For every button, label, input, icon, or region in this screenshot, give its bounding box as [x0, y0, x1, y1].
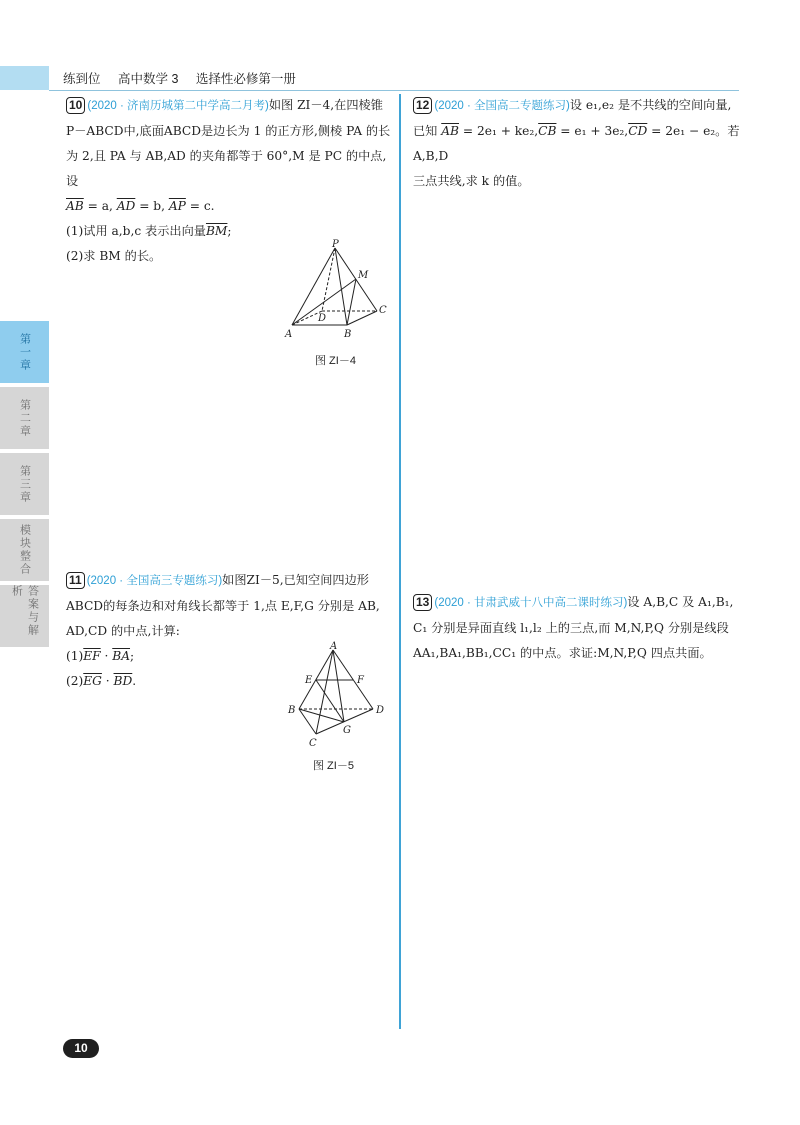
problem-source: (2020 · 甘肃武威十八中高二课时练习)	[434, 597, 628, 609]
chapter-tabs	[0, 321, 49, 651]
header-accent-bar	[0, 66, 49, 90]
problem-text-line: AA₁,BA₁,BB₁,CC₁ 的中点。求证:M,N,P,Q 四点共面。	[413, 646, 712, 660]
tab-chapter-1[interactable]: 第一章	[0, 321, 49, 383]
sub-question-1: $(1)\overline{EF} \cdot \overline{BA}$;	[66, 649, 135, 663]
header-volume: 选择性必修第一册	[195, 72, 296, 86]
label-C: C	[379, 305, 387, 316]
figure-tetrahedron-zi5	[285, 640, 395, 750]
problem-source: (2020 · 全国高三专题练习)	[86, 575, 223, 587]
problem-10: 10 (2020 · 济南历城第二中学高二月考)如图 ZI－4,在四棱锥 P－ABCD中,底面ABCD是边长为 1 的正方形,侧棱 PA 的长 为 2,且 PA 与 AB,AD 的夹角都等于 60°,M 是 PC 的中点,设 $\overline{AB} = a$, $\overline{AD} = b$, $\overline{AP} = c$. (1)试用 a,b,c 表示出向量$\overline{BM}$; (2)求 BM 的长。	[66, 93, 391, 269]
figure-caption-zi4: 图 ZI－4	[315, 355, 356, 367]
page-number: 10	[63, 1039, 99, 1058]
header-book: 练到位	[63, 72, 101, 86]
sub-question-2: $(2)\overline{EG} \cdot \overline{BD}$.	[66, 674, 137, 688]
given-vectors: 已知 $\overline{AB} = 2e_1 + ke_2,\overline{CB} = e_1 + 3e_2,\overline{CD} = 2e_1 - e_2$。若 A,B,D	[413, 124, 740, 163]
tab-answers[interactable]: 答案与解析	[0, 585, 49, 647]
problem-text-line: 三点共线,求 k 的值。	[413, 174, 530, 188]
label-M: M	[358, 270, 369, 281]
problem-source: (2020 · 全国高二专题练习)	[434, 100, 570, 112]
label-F: F	[357, 675, 364, 686]
sub-question-2: (2)求 BM 的长。	[66, 249, 162, 263]
figure-pyramid-zi4	[280, 238, 390, 343]
sub-question-1: (1)试用 a,b,c 表示出向量$\overline{BM}$;	[66, 224, 232, 238]
figure-caption-zi5: 图 ZI－5	[313, 760, 354, 772]
problem-text-line: P－ABCD中,底面ABCD是边长为 1 的正方形,侧棱 PA 的长	[66, 124, 391, 138]
header-rule	[49, 90, 739, 91]
problem-12: 12 (2020 · 全国高二专题练习)设 e₁,e₂ 是不共线的空间向量, 已知 $\overline{AB} = 2e_1 + ke_2,\overline{CB} = e_1 + 3e_2,\overline{CD} = 2e_1 - e_2$。若 A,B,D 三点共线,求 k 的值。	[413, 93, 743, 194]
label-G: G	[343, 725, 351, 736]
label-B: B	[344, 329, 352, 340]
column-divider	[399, 94, 401, 1029]
tab-chapter-3[interactable]: 第三章	[0, 453, 49, 515]
running-header	[63, 69, 310, 87]
label-A: A	[330, 641, 338, 652]
problem-text-line: C₁ 分别是异面直线 l₁,l₂ 上的三点,而 M,N,P,Q 分别是线段	[413, 621, 729, 635]
label-B: B	[288, 705, 296, 716]
tab-chapter-2[interactable]: 第二章	[0, 387, 49, 449]
problem-source: (2020 · 济南历城第二中学高二月考)	[87, 100, 269, 112]
problem-13: 13 (2020 · 甘肃武威十八中高二课时练习)设 A,B,C 及 A₁,B₁, C₁ 分别是异面直线 l₁,l₂ 上的三点,而 M,N,P,Q 分别是线段 AA₁,BA₁,BB₁,CC₁ 的中点。求证:M,N,P,Q 四点共面。	[413, 590, 743, 666]
label-E: E	[305, 675, 313, 686]
tab-module-review[interactable]: 模块整合	[0, 519, 49, 581]
label-C: C	[309, 738, 317, 749]
problem-text-line: 为 2,且 PA 与 AB,AD 的夹角都等于 60°,M 是 PC 的中点,设	[66, 149, 387, 188]
label-P: P	[332, 239, 339, 250]
problem-text-line: ABCD的每条边和对角线长都等于 1,点 E,F,G 分别是 AB,	[66, 599, 380, 613]
vector-definitions: $\overline{AB} = a$, $\overline{AD} = b$, $\overline{AP} = c$.	[66, 199, 215, 213]
problem-number: 13	[413, 594, 432, 611]
problem-number: 10	[66, 97, 85, 114]
label-A: A	[285, 329, 293, 340]
problem-text-line: AD,CD 的中点,计算:	[66, 624, 180, 638]
label-D: D	[318, 313, 327, 324]
problem-11: 11 (2020 · 全国高三专题练习)如图ZI－5,已知空间四边形 ABCD的每条边和对角线长都等于 1,点 E,F,G 分别是 AB, AD,CD 的中点,计算: $(1)\overline{EF} \cdot \overline{BA}$; $(2)\overline{EG} \cdot \overline{BD}$.	[66, 568, 391, 694]
label-D: D	[376, 705, 385, 716]
header-subject: 高中数学 3	[118, 72, 179, 86]
problem-number: 12	[413, 97, 432, 114]
problem-number: 11	[66, 572, 85, 589]
